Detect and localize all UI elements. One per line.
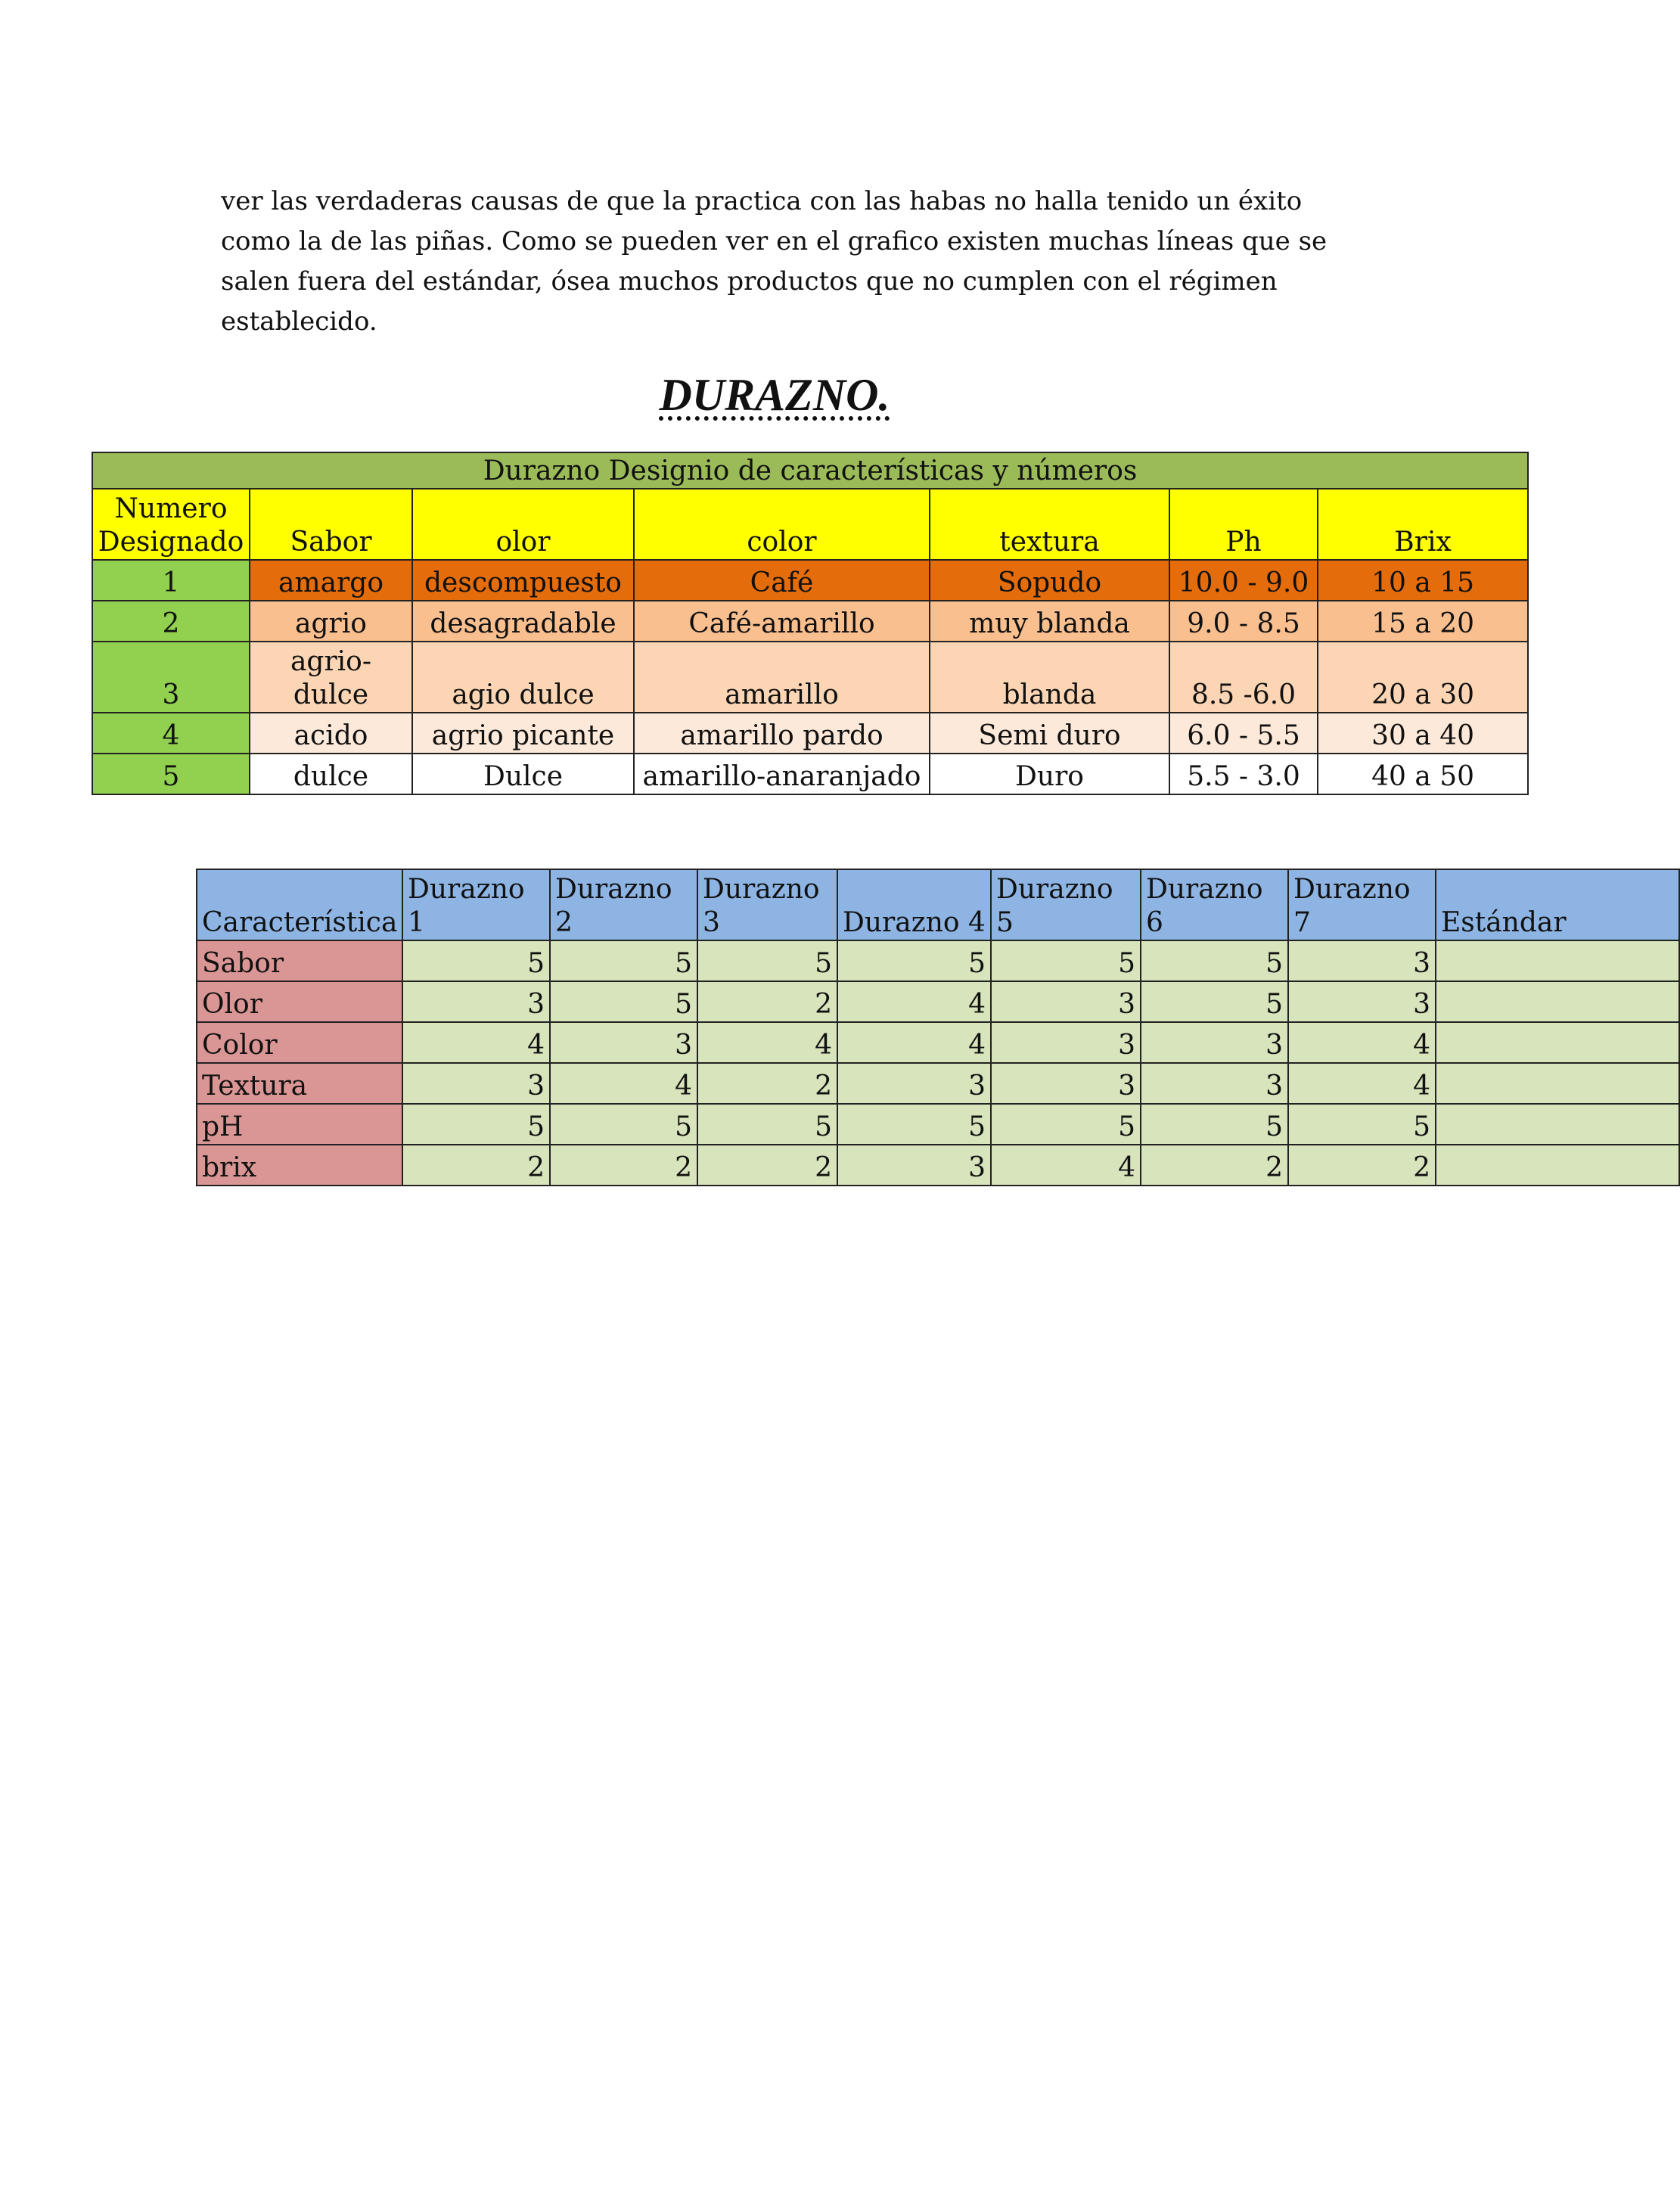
- table-cell: dulce: [250, 754, 412, 794]
- table-cell: Sabor: [197, 940, 402, 981]
- table-cell: 4: [837, 1022, 991, 1063]
- paragraph-line: como la de las piñas. Como se pueden ver en el grafico existen muchas líneas que se: [221, 226, 1328, 256]
- table-cell: agrio-dulce: [250, 642, 412, 713]
- table-cell: 4: [837, 981, 991, 1022]
- table-cell: blanda: [930, 642, 1169, 713]
- table-cell: 4: [550, 1063, 697, 1104]
- table-cell: 30 a 40: [1318, 713, 1528, 754]
- table-header-row: [92, 489, 1528, 560]
- table-row: [197, 1104, 1679, 1145]
- table-cell: Color: [197, 1022, 402, 1063]
- table-cell: 5: [92, 754, 250, 794]
- table-cell: Duro: [930, 754, 1169, 794]
- header-cell: Brix: [1318, 489, 1528, 560]
- header-cell: Durazno 2: [550, 869, 697, 940]
- header-cell: Durazno 7: [1288, 869, 1436, 940]
- table-cell: [1436, 1022, 1679, 1063]
- table-cell: 5: [837, 1104, 991, 1145]
- table-cell: desagradable: [412, 601, 634, 642]
- table-cell: 1: [92, 560, 250, 601]
- table-cell: 10.0 - 9.0: [1169, 560, 1318, 601]
- table-cell: 3: [837, 1063, 991, 1104]
- paragraph-line: salen fuera del estándar, ósea muchos productos que no cumplen con el régimen: [221, 266, 1278, 297]
- header-cell: olor: [412, 489, 634, 560]
- table-row: [197, 1063, 1679, 1104]
- table-cell: acido: [250, 713, 412, 754]
- table-cell: [1436, 1063, 1679, 1104]
- table-cell: 5: [1141, 1104, 1288, 1145]
- table-row: [197, 981, 1679, 1022]
- table-cell: 3: [1141, 1022, 1288, 1063]
- table-cell: 2: [1141, 1145, 1288, 1186]
- table-cell: 3: [837, 1145, 991, 1186]
- header-cell: Durazno 1: [402, 869, 550, 940]
- table-cell: 2: [92, 601, 250, 642]
- paragraph-line: ver las verdaderas causas de que la practica con las habas no halla tenido un éxito: [221, 186, 1303, 216]
- table-cell: 5: [550, 981, 697, 1022]
- table-cell: Dulce: [412, 754, 634, 794]
- table-cell: 4: [991, 1145, 1141, 1186]
- header-cell: Sabor: [250, 489, 412, 560]
- table-cell: 5: [991, 940, 1141, 981]
- table-cell: pH: [197, 1104, 402, 1145]
- table-cell: 4: [402, 1022, 550, 1063]
- table-cell: amarillo: [634, 642, 930, 713]
- table-cell: 5: [402, 940, 550, 981]
- body-paragraph: [221, 182, 1355, 342]
- header-cell: color: [634, 489, 930, 560]
- table-cell: 10 a 15: [1318, 560, 1528, 601]
- table-cell: 3: [1288, 981, 1436, 1022]
- table-cell: 3: [991, 1022, 1141, 1063]
- table-row: [92, 560, 1528, 601]
- table-row: [197, 1145, 1679, 1186]
- header-cell: Ph: [1169, 489, 1318, 560]
- table-cell: 4: [1288, 1063, 1436, 1104]
- table-cell: 3: [1288, 940, 1436, 981]
- header-cell: Durazno 5: [991, 869, 1141, 940]
- table-cell: 3: [92, 642, 250, 713]
- table-cell: 5: [550, 1104, 697, 1145]
- table-cell: 5: [550, 940, 697, 981]
- section-heading: DURAZNO.: [659, 370, 890, 420]
- header-cell: textura: [930, 489, 1169, 560]
- table-cell: 2: [402, 1145, 550, 1186]
- table-cell: Café-amarillo: [634, 601, 930, 642]
- paragraph-line: establecido.: [221, 306, 377, 337]
- table-cell: 3: [402, 1063, 550, 1104]
- table-cell: 6.0 - 5.5: [1169, 713, 1318, 754]
- table-row: [92, 754, 1528, 794]
- table-row: [197, 940, 1679, 981]
- header-cell: Durazno 6: [1141, 869, 1288, 940]
- table-cell: muy blanda: [930, 601, 1169, 642]
- table-cell: 5: [1288, 1104, 1436, 1145]
- table-cell: 3: [991, 981, 1141, 1022]
- table-cell: 5: [991, 1104, 1141, 1145]
- table-cell: 9.0 - 8.5: [1169, 601, 1318, 642]
- table-cell: 2: [697, 981, 837, 1022]
- header-cell: Numero Designado: [92, 489, 250, 560]
- table-cell: 3: [1141, 1063, 1288, 1104]
- table-cell: 5: [402, 1104, 550, 1145]
- header-cell: Durazno 3: [697, 869, 837, 940]
- table-cell: 5.5 - 3.0: [1169, 754, 1318, 794]
- table-cell: 5: [697, 1104, 837, 1145]
- table-cell: 5: [837, 940, 991, 981]
- table-row: [92, 601, 1528, 642]
- table-cell: 8.5 -6.0: [1169, 642, 1318, 713]
- table-cell: 20 a 30: [1318, 642, 1528, 713]
- table-cell: 2: [550, 1145, 697, 1186]
- table-cell: Textura: [197, 1063, 402, 1104]
- table-cell: brix: [197, 1145, 402, 1186]
- table-title: Durazno Designio de características y números: [92, 452, 1528, 489]
- table-cell: amargo: [250, 560, 412, 601]
- table-cell: 4: [92, 713, 250, 754]
- table-cell: descompuesto: [412, 560, 634, 601]
- table-cell: 5: [1141, 981, 1288, 1022]
- table-cell: [1436, 1104, 1679, 1145]
- table-cell: agrio picante: [412, 713, 634, 754]
- table-cell: Café: [634, 560, 930, 601]
- table-cell: 2: [697, 1145, 837, 1186]
- scores-table-viewport: [196, 869, 1567, 1186]
- table-cell: amarillo-anaranjado: [634, 754, 930, 794]
- table-cell: [1436, 1145, 1679, 1186]
- table-cell: Sopudo: [930, 560, 1169, 601]
- table-row: [92, 642, 1528, 713]
- table-cell: 2: [1288, 1145, 1436, 1186]
- table-cell: Olor: [197, 981, 402, 1022]
- table-cell: 5: [1141, 940, 1288, 981]
- table-cell: amarillo pardo: [634, 713, 930, 754]
- table-header-row: [197, 869, 1679, 940]
- table-cell: 40 a 50: [1318, 754, 1528, 794]
- header-cell: Durazno 4: [837, 869, 991, 940]
- scores-table: [196, 869, 1680, 1186]
- table-cell: 3: [991, 1063, 1141, 1104]
- table-cell: 2: [697, 1063, 837, 1104]
- characteristics-table: [92, 452, 1529, 795]
- table-cell: 5: [697, 940, 837, 981]
- table-cell: 3: [402, 981, 550, 1022]
- table-cell: agrio: [250, 601, 412, 642]
- table-row: [92, 713, 1528, 754]
- header-cell: Estándar: [1436, 869, 1679, 940]
- table-title-row: [92, 452, 1528, 489]
- table-cell: 15 a 20: [1318, 601, 1528, 642]
- table-row: [197, 1022, 1679, 1063]
- table-cell: 4: [697, 1022, 837, 1063]
- table-cell: 3: [550, 1022, 697, 1063]
- table-cell: agio dulce: [412, 642, 634, 713]
- table-cell: Semi duro: [930, 713, 1169, 754]
- header-cell: Característica: [197, 869, 402, 940]
- table-cell: [1436, 940, 1679, 981]
- table-cell: [1436, 981, 1679, 1022]
- table-cell: 4: [1288, 1022, 1436, 1063]
